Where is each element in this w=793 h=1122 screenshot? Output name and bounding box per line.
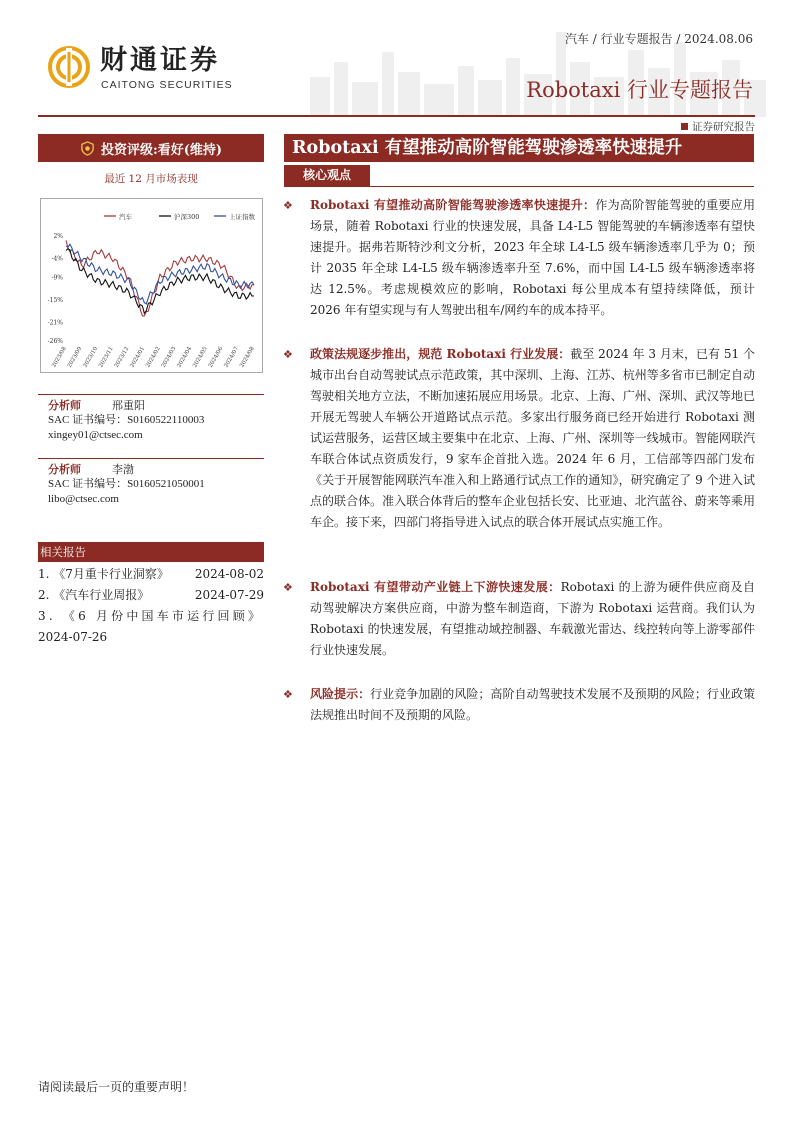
analyst-card (38, 458, 264, 507)
shield-icon (80, 141, 95, 156)
core-view-item (283, 344, 755, 533)
related-report-date: 2024-08-02 (194, 567, 264, 581)
diamond-bullet-icon: ❖ (283, 199, 293, 212)
diamond-bullet-icon: ❖ (283, 688, 293, 701)
x-tick-label: 2024/08 (239, 346, 256, 369)
related-report-date: 2024-07-29 (194, 588, 264, 602)
y-tick-label: -15% (47, 296, 63, 304)
chart-caption: 最近 12 月市场表现 (104, 173, 198, 185)
analyst-email-link[interactable]: xingey01@ctsec.com (48, 429, 143, 441)
x-tick-label: 2023/08 (51, 346, 68, 369)
report-meta-line: 汽车 / 行业专题报告 / 2024.08.06 (564, 32, 753, 46)
y-tick-label: -4% (51, 255, 63, 263)
core-view-text: 作为高阶智能驾驶的重要应用场景，随着 Robotaxi 行业的快速发展，具备 L4-L5 智能驾驶的车辆渗透率有望快速提升。据弗若斯特沙利文分析，2023 年全球 L4-L5 级车辆渗透率几乎为 0；预计 2035 年全球 L4-L5 级车辆渗透率升至 7.6%，而中国 L4-L5 级车辆渗透率将达 12.5%。考虑规模效应的影响，Robotaxi 每公里成本有望持续降低，预计 2026 年有望实现与有人驾驶出租车/网约车的成本持平。 (310, 198, 755, 317)
y-tick-label: 2% (53, 233, 63, 240)
legend-label: 沪深300 (174, 213, 200, 221)
related-reports-heading: 相关报告 (38, 542, 264, 562)
logo-english-name: CAITONG SECURITIES (101, 79, 233, 91)
analyst-email-link[interactable]: libo@ctsec.com (48, 493, 119, 505)
analyst-cert: SAC 证书编号：S0160522110003 (48, 414, 205, 426)
core-view-text: 行业竞争加剧的风险；高阶自动驾驶技术发展不及预期的风险；行业政策法规推出时间不及预期的风险。 (310, 687, 755, 722)
x-tick-label: 2024/04 (176, 346, 194, 369)
related-report-title: 3. 《6 月份中国车市运行回顾》 (38, 609, 264, 623)
related-report-item-date-row (38, 627, 264, 648)
analyst-cert: SAC 证书编号：S0160521050001 (48, 478, 205, 490)
investment-rating-box (38, 134, 264, 162)
x-tick-label: 2024/03 (160, 346, 178, 369)
analyst-name: 李渤 (112, 463, 134, 476)
related-reports-list (38, 564, 264, 648)
x-tick-label: 2023/11 (98, 346, 115, 369)
report-type-text: 证券研究报告 (692, 121, 755, 133)
core-view-item (283, 577, 755, 661)
header-divider (38, 115, 755, 117)
analyst-card (38, 394, 264, 443)
legend-label: 汽车 (119, 213, 132, 221)
footer-disclaimer-note: 请阅读最后一页的重要声明！ (38, 1080, 195, 1094)
diamond-bullet-icon: ❖ (283, 581, 293, 594)
analyst-name: 邢重阳 (112, 399, 145, 412)
analyst-label: 分析师 (48, 399, 81, 412)
x-tick-label: 2024/01 (129, 346, 147, 369)
core-views-divider (284, 186, 754, 187)
related-report-item[interactable] (38, 585, 264, 606)
chart-legend (104, 212, 256, 221)
related-report-item[interactable] (38, 564, 264, 585)
report-banner-title: Robotaxi 行业专题报告 (526, 78, 753, 102)
y-tick-label: -9% (51, 274, 63, 282)
report-type-label (681, 119, 755, 134)
x-tick-label: 2024/07 (223, 346, 241, 369)
logo-chinese-name: 财通证券 (100, 45, 220, 76)
x-tick-label: 2023/12 (113, 346, 131, 369)
x-tick-label: 2023/09 (66, 346, 84, 369)
y-tick-label: -26% (47, 338, 63, 345)
core-view-item (283, 195, 755, 321)
core-view-lead: 政策法规逐步推出，规范 Robotaxi 行业发展： (310, 347, 571, 361)
caitong-logo-icon (48, 46, 90, 88)
analyst-label: 分析师 (48, 463, 81, 476)
x-tick-label: 2024/02 (145, 346, 162, 369)
core-view-lead: 风险提示： (310, 687, 371, 701)
core-view-lead: Robotaxi 有望推动高阶智能驾驶渗透率快速提升： (310, 198, 596, 212)
main-title: Robotaxi 有望推动高阶智能驾驶渗透率快速提升 (284, 134, 754, 162)
x-tick-label: 2023/10 (82, 346, 100, 369)
related-report-date: 2024-07-26 (38, 630, 108, 644)
core-view-item (283, 684, 755, 726)
core-views-tab: 核心观点 (284, 165, 370, 186)
core-view-text: Robotaxi 的上游为硬件供应商及自动驾驶解决方案供应商，中游为整车制造商，下游为 Robotaxi 运营商。我们认为 Robotaxi 的快速发展，有望推动域控制器、车载激光雷达、线控转向等上游零部件行业快速发展。 (310, 580, 755, 657)
related-report-item[interactable] (38, 606, 264, 627)
legend-label: 上证指数 (229, 213, 255, 221)
core-view-lead: Robotaxi 有望带动产业链上下游快速发展： (310, 580, 561, 594)
square-bullet-icon (681, 123, 688, 130)
related-report-title: 1. 《7月重卡行业洞察》 (38, 567, 169, 581)
x-tick-label: 2024/06 (207, 346, 225, 369)
market-performance-chart (40, 198, 263, 373)
chart-frame (41, 199, 263, 373)
x-tick-label: 2024/05 (192, 346, 209, 369)
related-report-title: 2. 《汽车行业周报》 (38, 588, 150, 602)
investment-rating-text: 投资评级:看好(维持) (100, 142, 223, 158)
diamond-bullet-icon: ❖ (283, 348, 293, 361)
core-view-text: 截至 2024 年 3 月末，已有 51 个城市出台自动驾驶试点示范政策，其中深圳、上海、江苏、杭州等多省市已制定自动驾驶相关地方立法，不断加速拓展应用场景。北京、上海、广州、深圳、武汉等地已开展无驾驶人车辆公开道路试点示范。多家出行服务商已经开始进行 Robotaxi 测试运营服务，运营区域主要集中在北京、上海、广州、深圳等一线城市。智能网联汽车联合体试点资质发行，9 家车企首批入选。2024 年 6 月，工信部等四部门发布《关于开展智能网联汽车准入和上路通行试点工作的通知》，研究确定了 9 个进入试点的联合体。准入联合体背后的整车企业包括长安、比亚迪、北汽蓝谷、蔚来等乘用车企。接下来，四部门将指导进入试点的联合体开展试点实施工作。 (310, 347, 755, 529)
y-tick-label: -21% (47, 319, 63, 327)
